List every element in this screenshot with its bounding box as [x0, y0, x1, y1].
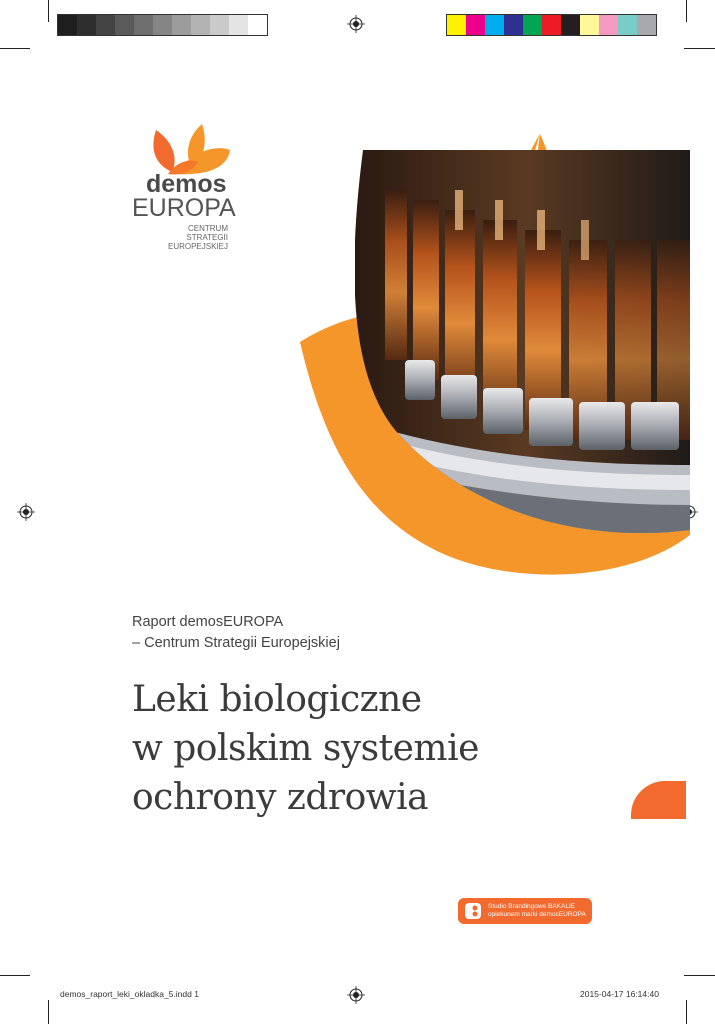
crop-mark — [48, 1000, 49, 1024]
color-swatch — [523, 15, 542, 35]
badge-text — [488, 903, 586, 919]
title-line2: w polskim systemie — [132, 728, 479, 769]
color-swatch — [599, 15, 618, 35]
subtitle-line2: – Centrum Strategii Europejskiej — [132, 635, 340, 651]
title-line3: ochrony zdrowia — [132, 777, 429, 818]
decorative-orange-tab — [631, 781, 686, 819]
crop-mark — [684, 48, 715, 49]
crop-mark — [686, 1000, 687, 1024]
gray-swatch — [115, 15, 134, 35]
registration-mark-icon — [347, 15, 365, 33]
subtitle-line1: Raport demosEUROPA — [132, 614, 284, 630]
pharmaceutical-ampoules-photo — [295, 130, 690, 580]
color-swatch — [637, 15, 656, 35]
grayscale-color-bar — [57, 14, 268, 36]
registration-mark-icon — [17, 503, 35, 521]
bakalie-logo-icon — [464, 902, 482, 920]
bakalie-studio-badge — [458, 898, 592, 924]
crop-mark — [684, 975, 715, 976]
gray-swatch — [191, 15, 210, 35]
gray-swatch — [77, 15, 96, 35]
crop-mark — [48, 0, 49, 22]
logo-tagline-line1: CENTRUM STRATEGII — [186, 224, 228, 242]
gray-swatch — [153, 15, 172, 35]
logo-tagline — [146, 224, 228, 251]
badge-line1: Studio Brandingowe BAKALIE — [488, 903, 576, 910]
logo-brand-europa: EUROPA — [132, 194, 236, 222]
color-swatch — [466, 15, 485, 35]
color-swatch — [485, 15, 504, 35]
report-title — [132, 675, 479, 822]
crop-mark — [0, 975, 30, 976]
title-line1: Leki biologiczne — [132, 679, 422, 720]
gray-swatch — [58, 15, 77, 35]
process-color-bar — [446, 14, 657, 36]
gray-swatch — [134, 15, 153, 35]
gray-swatch — [229, 15, 248, 35]
logo-brand-demos: demos — [146, 170, 227, 198]
crop-mark — [0, 48, 30, 49]
gray-swatch — [248, 15, 267, 35]
badge-line2: opiekunem marki demosEUROPA — [488, 911, 586, 918]
color-swatch — [561, 15, 580, 35]
file-info-slug: demos_raport_leki_okladka_5.indd 1 — [60, 989, 199, 999]
color-swatch — [504, 15, 523, 35]
color-swatch — [447, 15, 466, 35]
gray-swatch — [172, 15, 191, 35]
crop-mark — [686, 0, 687, 22]
gray-swatch — [96, 15, 115, 35]
report-subtitle — [132, 612, 340, 654]
color-swatch — [618, 15, 637, 35]
gray-swatch — [210, 15, 229, 35]
color-swatch — [580, 15, 599, 35]
logo-tagline-line2: EUROPEJSKIEJ — [167, 242, 228, 251]
timestamp-slug: 2015-04-17 16:14:40 — [580, 989, 659, 999]
registration-mark-icon — [347, 986, 365, 1004]
color-swatch — [542, 15, 561, 35]
